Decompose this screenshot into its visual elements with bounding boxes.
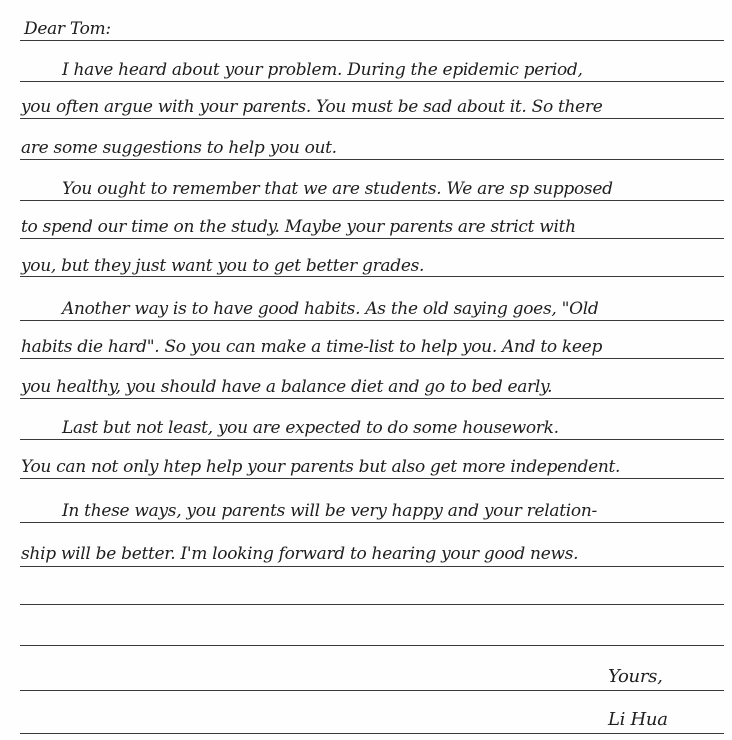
ruled-line (20, 320, 724, 321)
ruled-line (20, 200, 724, 201)
letter-closing: Yours, (608, 666, 663, 687)
letter-signature: Li Hua (608, 709, 668, 730)
ruled-line (20, 733, 724, 734)
ruled-line (20, 566, 724, 567)
ruled-line (20, 645, 724, 646)
ruled-line (20, 522, 724, 523)
ruled-line (20, 358, 724, 359)
letter-line: you often argue with your parents. You must be sad about it. So there (21, 97, 603, 117)
ruled-line (20, 398, 724, 399)
letter-line: You ought to remember that we are students. We are sp supposed (62, 179, 613, 199)
letter-line: you, but they just want you to get better grades. (21, 256, 425, 276)
ruled-line (20, 118, 724, 119)
ruled-line (20, 238, 724, 239)
letter-line: You can not only htep help your parents but also get more independent. (21, 457, 621, 477)
letter-greeting: Dear Tom: (24, 19, 111, 39)
letter-line: I have heard about your problem. During the epidemic period, (62, 60, 583, 80)
ruled-line (20, 478, 724, 479)
letter-line: In these ways, you parents will be very happy and your relation- (62, 501, 597, 521)
ruled-line (20, 159, 724, 160)
ruled-line (20, 40, 724, 41)
letter-line: Last but not least, you are expected to do some housework. (62, 418, 559, 438)
ruled-line (20, 81, 724, 82)
ruled-line (20, 439, 724, 440)
letter-line: ship will be better. I'm looking forward to hearing your good news. (21, 544, 579, 564)
letter-line: to spend our time on the study. Maybe your parents are strict with (21, 217, 576, 237)
ruled-line (20, 604, 724, 605)
letter-line: habits die hard". So you can make a time-list to help you. And to keep (21, 337, 603, 357)
ruled-line (20, 690, 724, 691)
ruled-line (20, 276, 724, 277)
letter-line: Another way is to have good habits. As the old saying goes, "Old (62, 299, 599, 319)
letter-line: are some suggestions to help you out. (21, 138, 337, 158)
letter-line: you healthy, you should have a balance diet and go to bed early. (21, 377, 553, 397)
